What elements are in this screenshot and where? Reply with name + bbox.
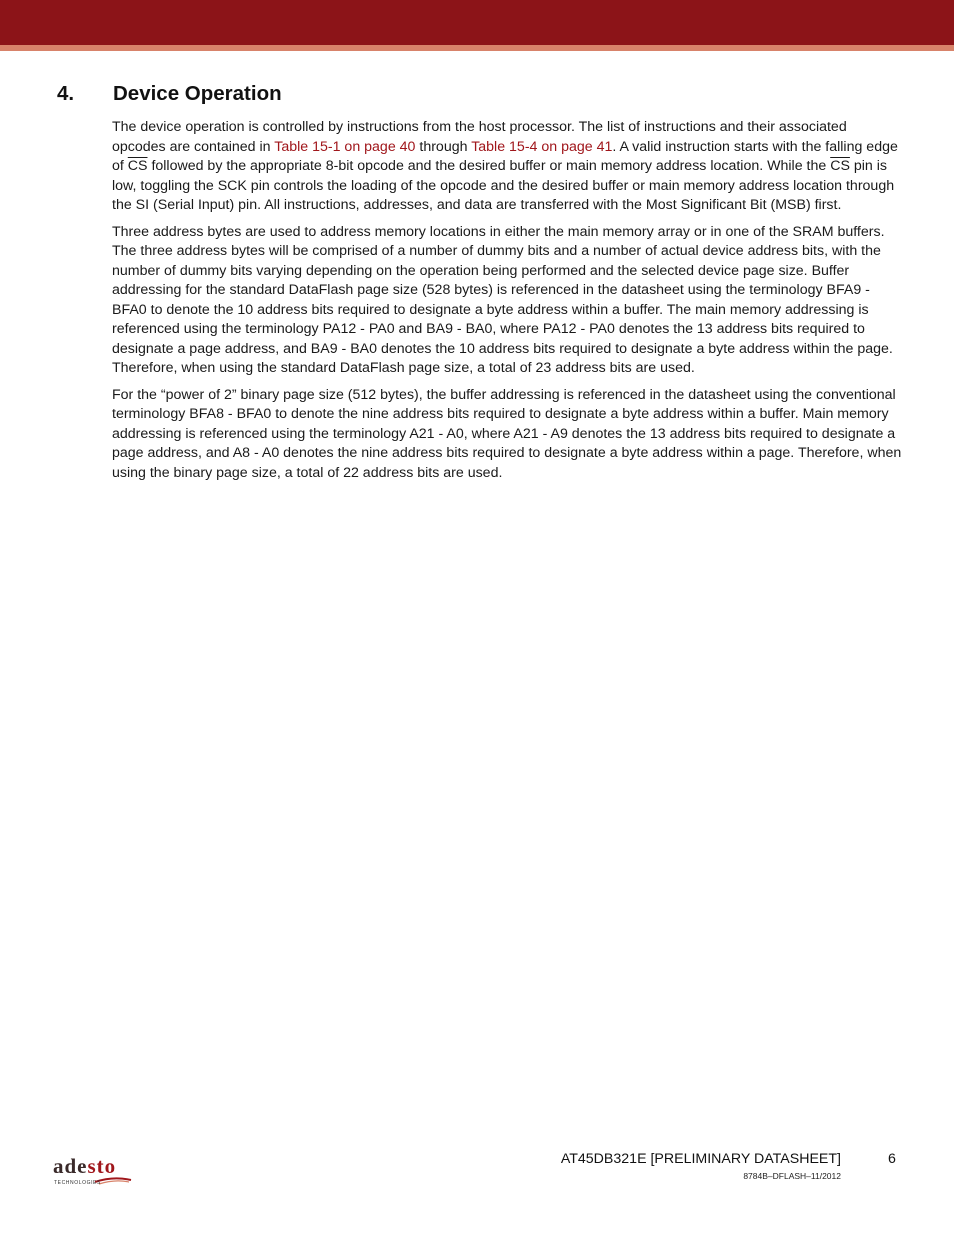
header-band xyxy=(0,0,954,45)
paragraph-1-text: The device operation is controlled by instructions from the host processor. The list of instructions and their associated opcodes are contained in xyxy=(112,119,847,155)
section-title: Device Operation xyxy=(113,82,282,105)
paragraph-1-text: . A valid instruction starts with the falling edge of xyxy=(112,138,898,174)
footer-page-number: 6 xyxy=(888,1151,896,1167)
footer-document-code: 8784B–DFLASH–11/2012 xyxy=(743,1171,841,1181)
section-body xyxy=(112,118,902,490)
paragraph-1-text: followed by the appropriate 8-bit opcode and the desired buffer or main memory address location. While the xyxy=(147,158,831,174)
logo-text: ade xyxy=(53,1154,88,1178)
table-15-1-link[interactable]: Table 15-1 on page 40 xyxy=(274,138,416,155)
paragraph-1 xyxy=(112,118,902,216)
paragraph-3: For the “power of 2” binary page size (512 bytes), the buffer addressing is referenced in the datasheet using the conventional terminology BFA8 - BFA0 to denote the nine address bits required to designate a byte address within a buffer. Main memory addressing is referenced using the terminology A21 - A0, where A21 - A9 denotes the 13 address bits required to designate a page address, and A8 - A0 denotes the nine address bits required to designate a byte address within a page. Therefore, when using the binary page size, a total of 22 address bits are used. xyxy=(112,386,902,481)
cs-signal: $\overline{CS}$ xyxy=(830,158,850,174)
section-number: 4. xyxy=(57,82,75,105)
table-15-4-link[interactable]: Table 15-4 on page 41 xyxy=(471,138,613,155)
paragraph-1-text: through xyxy=(415,138,472,155)
adesto-logo xyxy=(53,1156,135,1190)
logo-text-accent: sto xyxy=(87,1154,117,1178)
paragraph-2: Three address bytes are used to address memory locations in either the main memory array or in one of the SRAM buffers. The three address bytes will be comprised of a number of dummy bits and a number of actual device address bits, with the number of dummy bits varying depending on the operation being performed and the selected device page size. Buffer addressing for the standard DataFlash page size (528 bytes) is referenced in the datasheet using the terminology BFA9 - BFA0 to denote the 10 address bits required to designate a byte address within a buffer. The main memory addressing is referenced using the terminology PA12 - PA0 and BA9 - BA0, where PA12 - PA0 denotes the 13 address bits required to designate a page address, and BA9 - BA0 denotes the 10 address bits required to designate a byte address within the page. Therefore, when using the standard DataFlash page size, a total of 23 address bits are used. xyxy=(112,223,893,376)
section-heading xyxy=(57,82,282,106)
paragraph-1-text: pin is low, toggling the SCK pin controls the loading of the opcode and the desired buffer or main memory address location through the SI (Serial Input) pin. All instructions, addresses, and data are transferred with the Most Significant Bit (MSB) first. xyxy=(112,158,895,213)
cs-signal: $\overline{CS}$ xyxy=(127,158,148,174)
logo-subtitle: TECHNOLOGIES xyxy=(54,1180,101,1186)
header-stripe xyxy=(0,45,954,51)
footer-document-title: AT45DB321E [PRELIMINARY DATASHEET] xyxy=(560,1151,841,1167)
